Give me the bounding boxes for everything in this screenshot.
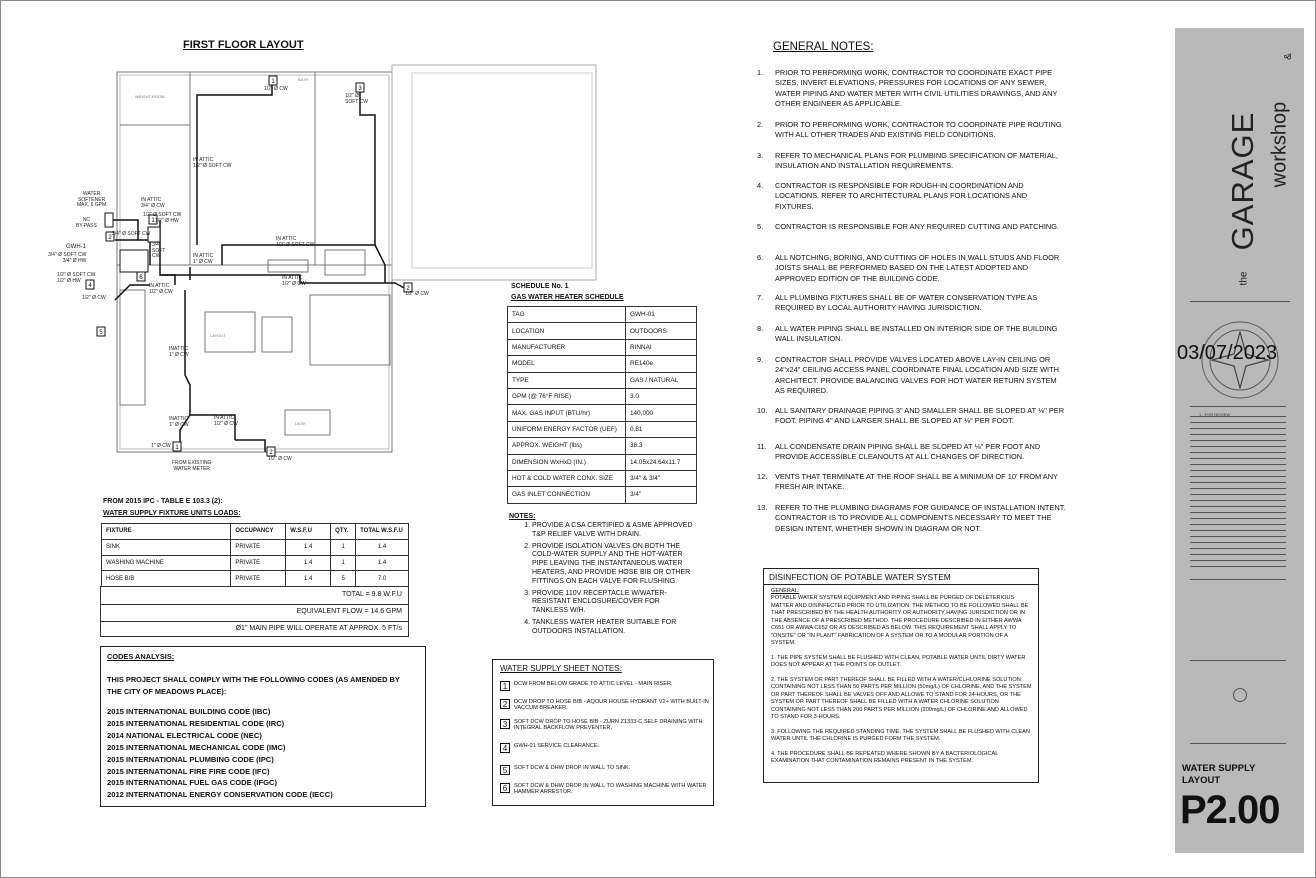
schedule-row bbox=[508, 388, 697, 404]
sheet-number: P2.00 bbox=[1180, 788, 1280, 832]
title-block-rule bbox=[1190, 518, 1286, 519]
general-note-text: CONTRACTOR IS RESPONSIBLE FOR ROUGH-IN COORDINATION AND LOCATIONS. REFER TO ARCHITECTURAL PLANS FOR LOCATIONS AND FIXTURES. bbox=[775, 181, 1028, 211]
general-note-item bbox=[757, 120, 1067, 141]
room-label: DESK bbox=[295, 421, 306, 426]
general-note-item bbox=[757, 442, 1067, 463]
general-note-number: 3. bbox=[757, 151, 764, 160]
fixture-row bbox=[102, 539, 409, 555]
fixture-totals-box bbox=[100, 586, 409, 637]
general-note-item bbox=[757, 68, 1067, 109]
schedule-value: GAS / NATURAL bbox=[626, 372, 697, 388]
pipe-label: 1/2" Ø CW bbox=[268, 456, 292, 462]
schedule-value: OUTDOORS bbox=[626, 323, 697, 339]
fixture-units-table bbox=[101, 523, 409, 587]
plumbing-tag-number: 6 bbox=[139, 275, 143, 281]
schedule-value: RINNAI bbox=[626, 339, 697, 355]
revision-row: 1 - FOR REVIEW bbox=[1199, 412, 1231, 417]
equivalent-flow: EQUIVALENT FLOW = 14.6 GPM bbox=[296, 608, 402, 615]
general-note-text: ALL NOTCHING, BORING, AND CUTTING OF HOLES IN WALL STUDS AND FLOOR JOISTS SHALL BE PERFORMED BASED ON THE LATEST ADOPTED AND APPROVED EDITION OF THE BUILDING CODE. bbox=[775, 253, 1060, 283]
schedule-row bbox=[508, 323, 697, 339]
fixture-header: W.S.F.U bbox=[286, 524, 331, 540]
general-note-number: 13. bbox=[757, 503, 768, 512]
title-block-rule bbox=[1190, 406, 1286, 407]
general-note-text: ALL PLUMBING FIXTURES SHALL BE OF WATER CONSERVATION TYPE AS REQUIRED BY LOCAL AUTHORITY HAVING JURISDICTION. bbox=[775, 293, 1038, 313]
general-note-number: 11. bbox=[757, 442, 767, 451]
logo-workshop: workshop bbox=[1268, 101, 1291, 188]
title-block-rule bbox=[1190, 524, 1286, 525]
plumbing-tag-number: 3 bbox=[358, 86, 362, 92]
fixture-cell: HOSE BIB bbox=[102, 571, 231, 587]
pipe-label: IN ATTIC 3/4" Ø CW bbox=[141, 197, 165, 209]
general-note-item bbox=[757, 472, 1067, 493]
disinfection-title: DISINFECTION OF POTABLE WATER SYSTEM bbox=[769, 572, 951, 582]
general-note-text: CONTRACTOR SHALL PROVIDE VALVES LOCATED ABOVE LAY-IN CEILING OR 24"x24" CEILING ACCESS PANEL COORDINATE FINAL LOCATION AND SIZE WITH ARCHITECT. PROVIDE BALANCING VALVES FOR HOT WATER RETURN SYSTEM AS REQUIRED. bbox=[775, 355, 1059, 395]
general-note-item bbox=[757, 355, 1067, 396]
title-block-rule bbox=[1190, 428, 1286, 429]
pipe-label: GWH-1 bbox=[66, 244, 86, 250]
plumbing-tag-number: 2 bbox=[269, 450, 273, 456]
schedule-key: TAG bbox=[508, 307, 626, 323]
code-item: 2015 INTERNATIONAL PLUMBING CODE (IPC) bbox=[107, 754, 274, 764]
title-block-rule bbox=[1190, 500, 1286, 501]
pipe-label: 3/4" SOFT CW bbox=[152, 242, 166, 259]
sheet-note-item bbox=[500, 783, 710, 796]
logo-ampersand: & bbox=[1282, 53, 1294, 60]
pipe-label: 1/2" Ø SOFT CW bbox=[143, 212, 182, 218]
plumbing-tag bbox=[269, 76, 277, 85]
schedule-row bbox=[508, 454, 697, 470]
general-note-number: 4. bbox=[757, 181, 764, 190]
notes-title: NOTES: bbox=[509, 513, 536, 520]
schedule-key: HOT & COLD WATER CONX. SIZE bbox=[508, 470, 626, 486]
general-note-number: 2. bbox=[757, 120, 764, 129]
title-block-rule bbox=[1190, 434, 1286, 435]
plumbing-tag bbox=[137, 272, 145, 281]
schedule-value: 140,000 bbox=[626, 405, 697, 421]
fixture-cell: 1.4 bbox=[356, 555, 409, 571]
pipe-label: IN ATTIC 1/2" Ø SOFT CW bbox=[276, 236, 315, 248]
plumbing-tag-number: 1 bbox=[151, 218, 155, 224]
pipe-label: IN ATTIC 1" Ø CW bbox=[193, 253, 214, 265]
pipe-label: IN ATTIC 1/2" Ø CW bbox=[282, 275, 306, 287]
title-block-rule bbox=[1190, 422, 1286, 423]
schedule-value: 3.0 bbox=[626, 388, 697, 404]
disinfection-paragraph: 3. FOLLOWING THE REQUIRED STANDING TIME, THE SYSTEM SHALL BE FLUSHED WITH CLEAN WATER UNTIL THE CHLORINE IS PURGED FORM THE SYSTEM. bbox=[771, 728, 1030, 742]
disinfection-body bbox=[771, 595, 1033, 766]
pipe-label: 3/4" Ø SOFT CW 3/4" Ø HW bbox=[48, 252, 87, 264]
sheet-title: WATER SUPPLY LAYOUT bbox=[1182, 763, 1256, 786]
notes-list bbox=[532, 522, 697, 637]
schedule-row bbox=[508, 339, 697, 355]
sheet-note-item bbox=[500, 699, 710, 712]
title-block-rule bbox=[1190, 476, 1286, 477]
main-pipe-velocity: Ø1" MAIN PIPE WILL OPERATE AT APPROX. 5 FT/s bbox=[235, 625, 402, 632]
title-block-rule bbox=[1190, 494, 1286, 495]
pipe-label: NC BY-PASS bbox=[76, 217, 97, 229]
general-note-number: 9. bbox=[757, 355, 764, 364]
general-note-number: 8. bbox=[757, 324, 764, 333]
pipe-label: 1/2" Ø CW bbox=[264, 86, 288, 92]
disinfection-general-label: GENERAL: bbox=[771, 588, 800, 594]
schedule-value: 14.05x24.64x11.7 bbox=[626, 454, 697, 470]
sheet-note-text: DCW DROP TO HOSE BIB - AQOUR HOUSE HYDRANT V2+ WITH BUILT-IN VACCUM BREAKER. bbox=[514, 699, 709, 712]
general-note-text: PRIOR TO PERFORMING WORK, CONTRACTOR TO COORDINATE PIPE ROUTING WITH ALL OTHER TRADES AND EXISTING FIELD CONDITIONS. bbox=[775, 120, 1062, 140]
title-block-rule bbox=[1190, 512, 1286, 513]
general-note-item bbox=[757, 503, 1067, 534]
schedule-value: 38.3 bbox=[626, 438, 697, 454]
general-note-text: VENTS THAT TERMINATE AT THE ROOF SHALL BE A MINIMUM OF 10' FROM ANY FRESH AIR INTAKE. bbox=[775, 472, 1058, 492]
fixture-cell: 1.4 bbox=[286, 571, 331, 587]
title-block-rule bbox=[1190, 301, 1286, 302]
stamp-date: 03/07/2023 bbox=[1177, 342, 1278, 364]
schedule-row bbox=[508, 470, 697, 486]
fixture-cell: 1 bbox=[331, 555, 356, 571]
schedule-key: GPM (@ 76°F RISE) bbox=[508, 388, 626, 404]
title-block-rule bbox=[1190, 506, 1286, 507]
general-note-text: ALL CONDENSATE DRAIN PIPING SHALL BE SLOPED AT ⅛" PER FOOT AND PROVIDE ACCESSIBLE CLEANOUTS AT ALL CHANGES OF DIRECTION. bbox=[775, 442, 1041, 462]
schedule-row bbox=[508, 356, 697, 372]
disinfection-paragraph: 2. THE SYSTEM OR PART THEREOF SHALL BE FILLED WITH A WATER/CLHLORINE SOLUTION CONTAINING NOT LESS THAN 50 PARTS PER MILLION (50mg/L) OF CHLORINE, AND THE SYSTEM OR PART THEREOF SHALL BE VALVES OFF AND ALLOWE TO STAND FOR 24-HOURS, OR THE SYSTEM OR PART THEREOF SHALL BE FILLED WITH A WATER CHLORINE SOLUTION CONTAINING NOT LESS THAN 200 PARTS PER MILLION (200mg/L) OF CHLORINE AND ALLOWED TO STAND FOR 3-HOURS. bbox=[771, 676, 1032, 720]
fixture-cell: PRIVATE bbox=[231, 555, 286, 571]
title-block-rule bbox=[1190, 458, 1286, 459]
sheet-note-item bbox=[500, 765, 710, 775]
sheet-note-item bbox=[500, 719, 710, 732]
fixture-table-title: WATER SUPPLY FIXTURE UNITS LOADS: bbox=[103, 510, 241, 517]
fixture-cell: PRIVATE bbox=[231, 571, 286, 587]
code-item: 2015 INTERNATIONAL RESIDENTIAL CODE (IRC) bbox=[107, 718, 285, 728]
title-block-rule bbox=[1190, 464, 1286, 465]
general-note-text: PRIOR TO PERFORMING WORK, CONTRACTOR TO COORDINATE EXACT PIPE SIZES, INVERT ELEVATIONS, PRESSURES FOR LOCATIONS OF ANY SEWER, WATER PIPING AND WATER METER WITH CIVIL UTILITIES DRAWINGS, AND ANY OTHER ENGINEER AS APPLICABLE. bbox=[775, 68, 1058, 108]
disinfection-box bbox=[763, 568, 1039, 783]
general-note-number: 6. bbox=[757, 253, 764, 262]
title-block-rule bbox=[1190, 452, 1286, 453]
title-block-rule bbox=[1190, 660, 1286, 661]
plumbing-tag-number: 2 bbox=[406, 286, 410, 292]
fixture-cell: 1.4 bbox=[286, 539, 331, 555]
pipe-label: 1/2" Ø SOFT CW 1/2" Ø HW bbox=[57, 272, 96, 284]
project-logo bbox=[1225, 53, 1315, 313]
plumbing-tag-number: 5 bbox=[99, 330, 103, 336]
code-item: 2014 NATIONAL ELECTRICAL CODE (NEC) bbox=[107, 730, 262, 740]
codes-title: CODES ANALYSIS: bbox=[107, 652, 175, 661]
plumbing-tag bbox=[267, 447, 275, 456]
sheet-note-number: 1 bbox=[500, 681, 510, 691]
schedule-key: LOCATION bbox=[508, 323, 626, 339]
sheet-note-number: 5 bbox=[500, 765, 510, 775]
fixture-row bbox=[102, 555, 409, 571]
title-block-rule bbox=[1190, 743, 1286, 744]
logo-the: the bbox=[1238, 271, 1250, 286]
fixture-row bbox=[102, 571, 409, 587]
code-item: 2015 INTERNATIONAL FIRE FIRE CODE (IFC) bbox=[107, 766, 270, 776]
general-note-text: CONTRACTOR IS RESPONSIBLE FOR ANY REQUIRED CUTTING AND PATCHING. bbox=[775, 222, 1060, 231]
title-block-rule bbox=[1190, 482, 1286, 483]
codes-list bbox=[107, 706, 333, 801]
schedule-key: UNIFORM ENERGY FACTOR (UEF) bbox=[508, 421, 626, 437]
code-item: 2012 INTERNATIONAL ENERGY CONSERVATION CODE (IECC) bbox=[107, 790, 333, 800]
schedule-key: MODEL bbox=[508, 356, 626, 372]
title-block-rule bbox=[1190, 554, 1286, 555]
title-block-rule bbox=[1190, 416, 1286, 417]
sheet-note-number: 2 bbox=[500, 699, 510, 709]
code-item: 2015 INTERNATIONAL MECHANICAL CODE (IMC) bbox=[107, 742, 286, 752]
sheet-note-number: 6 bbox=[500, 783, 510, 793]
plumbing-tag-number: 1 bbox=[271, 79, 275, 85]
code-item: 2015 INTERNATIONAL FUEL GAS CODE (IFGC) bbox=[107, 778, 278, 788]
pipe-label: 1/2" Ø HW bbox=[155, 218, 179, 224]
code-item: 2015 INTERNATIONAL BUILDING CODE (IBC) bbox=[107, 707, 271, 716]
general-note-item bbox=[757, 181, 1067, 212]
schedule-value: RE140e bbox=[626, 356, 697, 372]
fixture-cell: 7.0 bbox=[356, 571, 409, 587]
fixture-cell: 1 bbox=[331, 539, 356, 555]
sheet-note-item bbox=[500, 681, 710, 691]
fixture-header: QTY. bbox=[331, 524, 356, 540]
sheet-note-number: 3 bbox=[500, 719, 510, 729]
title-block-rule bbox=[1190, 488, 1286, 489]
schedule-row bbox=[508, 438, 697, 454]
pipe-label: IN ATTIC 1/2" Ø SOFT CW bbox=[193, 157, 232, 169]
pipe-label: 1/2" Ø SOFT CW bbox=[345, 93, 368, 105]
plumbing-tag bbox=[356, 83, 364, 92]
general-note-number: 7. bbox=[757, 293, 764, 302]
title-block-rule bbox=[1190, 536, 1286, 537]
pipe-label: 1/2" Ø CW bbox=[405, 291, 429, 297]
general-note-item bbox=[757, 406, 1067, 427]
north-arrow-icon bbox=[1233, 688, 1247, 702]
fixture-cell: 5 bbox=[331, 571, 356, 587]
schedule-value: GWH-01 bbox=[626, 307, 697, 323]
general-note-text: REFER TO MECHANICAL PLANS FOR PLUMBING SPECIFICATION OF MATERIAL, INSULATION AND INSTALLATION REQUIREMENTS. bbox=[775, 151, 1058, 171]
schedule-key: APPROX. WEIGHT (lbs) bbox=[508, 438, 626, 454]
general-note-number: 10. bbox=[757, 406, 768, 415]
fixture-header: TOTAL W.S.F.U bbox=[356, 524, 409, 540]
general-note-item bbox=[757, 253, 1067, 284]
title-block-rule bbox=[1190, 579, 1286, 580]
schedule-value: 3/4" & 3/4" bbox=[626, 470, 697, 486]
schedule-title: SCHEDULE No. 1 bbox=[511, 283, 569, 290]
general-note-item bbox=[757, 293, 1067, 314]
schedule-key: MAX. GAS INPUT (BTU/hr) bbox=[508, 405, 626, 421]
pipe-label: 3/4" Ø SOFT CW bbox=[112, 231, 151, 237]
title-block-rule bbox=[1190, 446, 1286, 447]
title-block-rule bbox=[1190, 542, 1286, 543]
disinfection-paragraph: 4. THE PROCEDURE SHALL BE REPEATED WHERE SHOWN BY A BACTERIOLOGICAL EXAMINATION THAT CONTAMINATION REMAINS PRESENT IN THE SYSTEM. bbox=[771, 750, 999, 764]
codes-analysis-box bbox=[100, 646, 426, 807]
pipe-label: WATER SOFTENER MAX. 6 GPM bbox=[77, 191, 107, 208]
pipe-label: IN ATTIC 1/2" Ø CW bbox=[214, 415, 238, 427]
schedule-row bbox=[508, 372, 697, 388]
schedule-value: 0.81 bbox=[626, 421, 697, 437]
sheet-note-text: SOFT DCW DROP TO HOSE BIB - ZURN Z1333-C SELF DRAINING WITH INTEGRAL BACKFLOW PREVENTER. bbox=[514, 719, 703, 732]
general-note-number: 1. bbox=[757, 68, 764, 77]
schedule-row bbox=[508, 421, 697, 437]
sheet-note-text: SOFT DCW & DHW DROP IN WALL TO WASHING MACHINE WITH WATER HAMMER ARRESTOR. bbox=[514, 783, 707, 796]
schedule-row bbox=[508, 307, 697, 323]
sheet-note-text: GWH-01 SERVICE CLEARANCE. bbox=[514, 743, 600, 749]
pipe-label: 1" Ø CW bbox=[151, 443, 171, 449]
total-wfu: TOTAL = 9.8 W.F.U bbox=[342, 591, 402, 598]
plumbing-tag-number: 2 bbox=[108, 235, 112, 241]
gas-water-heater-schedule bbox=[507, 306, 697, 504]
title-block-rule bbox=[1190, 470, 1286, 471]
pipe-label: 1/2" Ø CW bbox=[82, 295, 106, 301]
note-item: 2. PROVIDE ISOLATION VALVES ON BOTH THE COLD-WATER SUPPLY AND THE HOT-WATER PIPE LEAVING THE INSTANTANEOUS WATER HEATERS, AND PROVIDE HOSE BIB OR OTHER FITTINGS ON EACH VALVE FOR FLUSHING. bbox=[532, 543, 697, 587]
pipe-label: INATTIC 1" Ø CW bbox=[169, 346, 189, 358]
sheet-note-text: DCW FROM BELOW GRADE TO ATTIC LEVEL - MAIN RISER. bbox=[514, 681, 673, 687]
general-note-text: ALL WATER PIPING SHALL BE INSTALLED ON INTERIOR SIDE OF THE BUILDING WALL INSULATION. bbox=[775, 324, 1058, 344]
general-note-item bbox=[757, 324, 1067, 345]
fixture-cell: SINK bbox=[102, 539, 231, 555]
schedule-row bbox=[508, 487, 697, 503]
plumbing-tag-number: 1 bbox=[175, 445, 179, 451]
pipe-label: INATTIC 1" Ø CW bbox=[169, 416, 189, 428]
sheet-notes-title: WATER SUPPLY SHEET NOTES: bbox=[500, 664, 622, 673]
fixture-cell: 1.4 bbox=[286, 555, 331, 571]
title-block-rule bbox=[1190, 548, 1286, 549]
floor-plan-title: FIRST FLOOR LAYOUT bbox=[183, 39, 304, 51]
room-label: WEIGHT ROOM bbox=[135, 94, 165, 99]
note-item: 3. PROVIDE 110V RECEPTACLE W/WATER-RESISTANT ENCLOSURE/COVER FOR TANKLESS W/H. bbox=[532, 590, 697, 616]
fixture-cell: 1.4 bbox=[356, 539, 409, 555]
general-note-number: 12. bbox=[757, 472, 768, 481]
schedule-key: MANUFACTURER bbox=[508, 339, 626, 355]
plumbing-tag bbox=[173, 442, 181, 451]
note-item: 1. PROVIDE A CSA CERTIFIED & ASME APPROVED T&P RELIEF VALVE WITH DRAIN. bbox=[532, 522, 697, 540]
room-label: BATH bbox=[298, 77, 309, 82]
general-notes-title: GENERAL NOTES: bbox=[773, 41, 874, 53]
general-note-text: ALL SANITARY DRAINAGE PIPING 3" AND SMALLER SHALL BE SLOPED AT ⅛" PER FOOT. PIPING 4" AND LARGER SHALL BE SLOPED AT ⅛" PER FOOT. bbox=[775, 406, 1065, 426]
general-note-number: 5. bbox=[757, 222, 764, 231]
plumbing-tag bbox=[97, 327, 105, 336]
schedule-row bbox=[508, 405, 697, 421]
fixture-table-source: FROM 2015 IPC - TABLE E 103.3 (2): bbox=[103, 498, 223, 505]
title-block-rule bbox=[1190, 530, 1286, 531]
disinfection-paragraph: POTABLE WATER SYSTEM EQUIPMENT AND PIPING SHALL BE PURGED OF DELETERIOUS MATTER AND DISINFECTED PRIOR TO UTILIZATION. THE METHOD TO BE FOLLOWED SHALL BE THAT PRESCRIBED BY THE HEALTH AUTHORITY OR AUTHORITY HAVING JURISDICTION OR IN THE ABSENCE OF A PRESCRIBED METHOD. THE PROCEDURE DESCRIBED IN EITHER AWWA C651 OR AWWA C652 OR AS DESCRIBED AS BELOW. THIS REQUIREMENT SHALL APPLY TO "ONSITE" OR "IN PLANT" FABRICATION OF A SYSTEM OR TO A MODULAR PORTION OF A SYSTEM. bbox=[771, 595, 1029, 646]
schedule-key: GAS INLET CONNECTION bbox=[508, 487, 626, 503]
schedule-key: TYPE bbox=[508, 372, 626, 388]
schedule-key: DIMENSION WxHxD (IN.) bbox=[508, 454, 626, 470]
plumbing-tag-number: 4 bbox=[88, 283, 92, 289]
general-note-item bbox=[757, 222, 1067, 232]
codes-intro: THIS PROJECT SHALL COMPLY WITH THE FOLLOWING CODES (AS AMENDED BY THE CITY OF MEADOWS PLACE): bbox=[107, 675, 400, 696]
logo-garage: GARAGE bbox=[1225, 111, 1260, 251]
fixture-cell: PRIVATE bbox=[231, 539, 286, 555]
general-note-text: REFER TO THE PLUMBING DIAGRAMS FOR GUIDANCE OF INSTALLATION INTENT. CONTRACTOR IS TO PROVIDE ALL COMPONENTS NECESSARY TO MEET THE DESIGN INTENT, WHETHER SHOWN IN DIAGRAM OR NOT. bbox=[775, 503, 1066, 533]
title-block-rule bbox=[1190, 566, 1286, 567]
general-note-item bbox=[757, 151, 1067, 172]
sheet-note-text: SOFT DCW & DHW DROP IN WALL TO SINK. bbox=[514, 765, 631, 771]
schedule-value: 3/4" bbox=[626, 487, 697, 503]
title-block-rule bbox=[1190, 560, 1286, 561]
fixture-header: FIXTURE bbox=[102, 524, 231, 540]
title-block-rule bbox=[1190, 440, 1286, 441]
fixture-cell: WASHING MACHINE bbox=[102, 555, 231, 571]
pipe-label: IN ATTIC 1/2" Ø CW bbox=[149, 283, 173, 295]
sheet-note-number: 4 bbox=[500, 743, 510, 753]
note-item: 4. TANKLESS WATER HEATER SUITABLE FOR OUTDOORS INSTALLATION. bbox=[532, 619, 697, 637]
disinfection-paragraph: 1. THE PIPE SYSTEM SHALL BE FLUSHED WITH CLEAN, POTABLE WATER UNTIL DIRTY WATER DOES NOT APPEAR AT THE POINTS OF OUTLET. bbox=[771, 654, 1026, 668]
fixture-header: OCCUPANCY bbox=[231, 524, 286, 540]
sheet-note-item bbox=[500, 743, 710, 753]
schedule-subtitle: GAS WATER HEATER SCHEDULE bbox=[511, 294, 624, 301]
room-label: LAYOUT bbox=[210, 333, 226, 338]
pipe-label: FROM EXISTING WATER METER bbox=[172, 460, 212, 472]
